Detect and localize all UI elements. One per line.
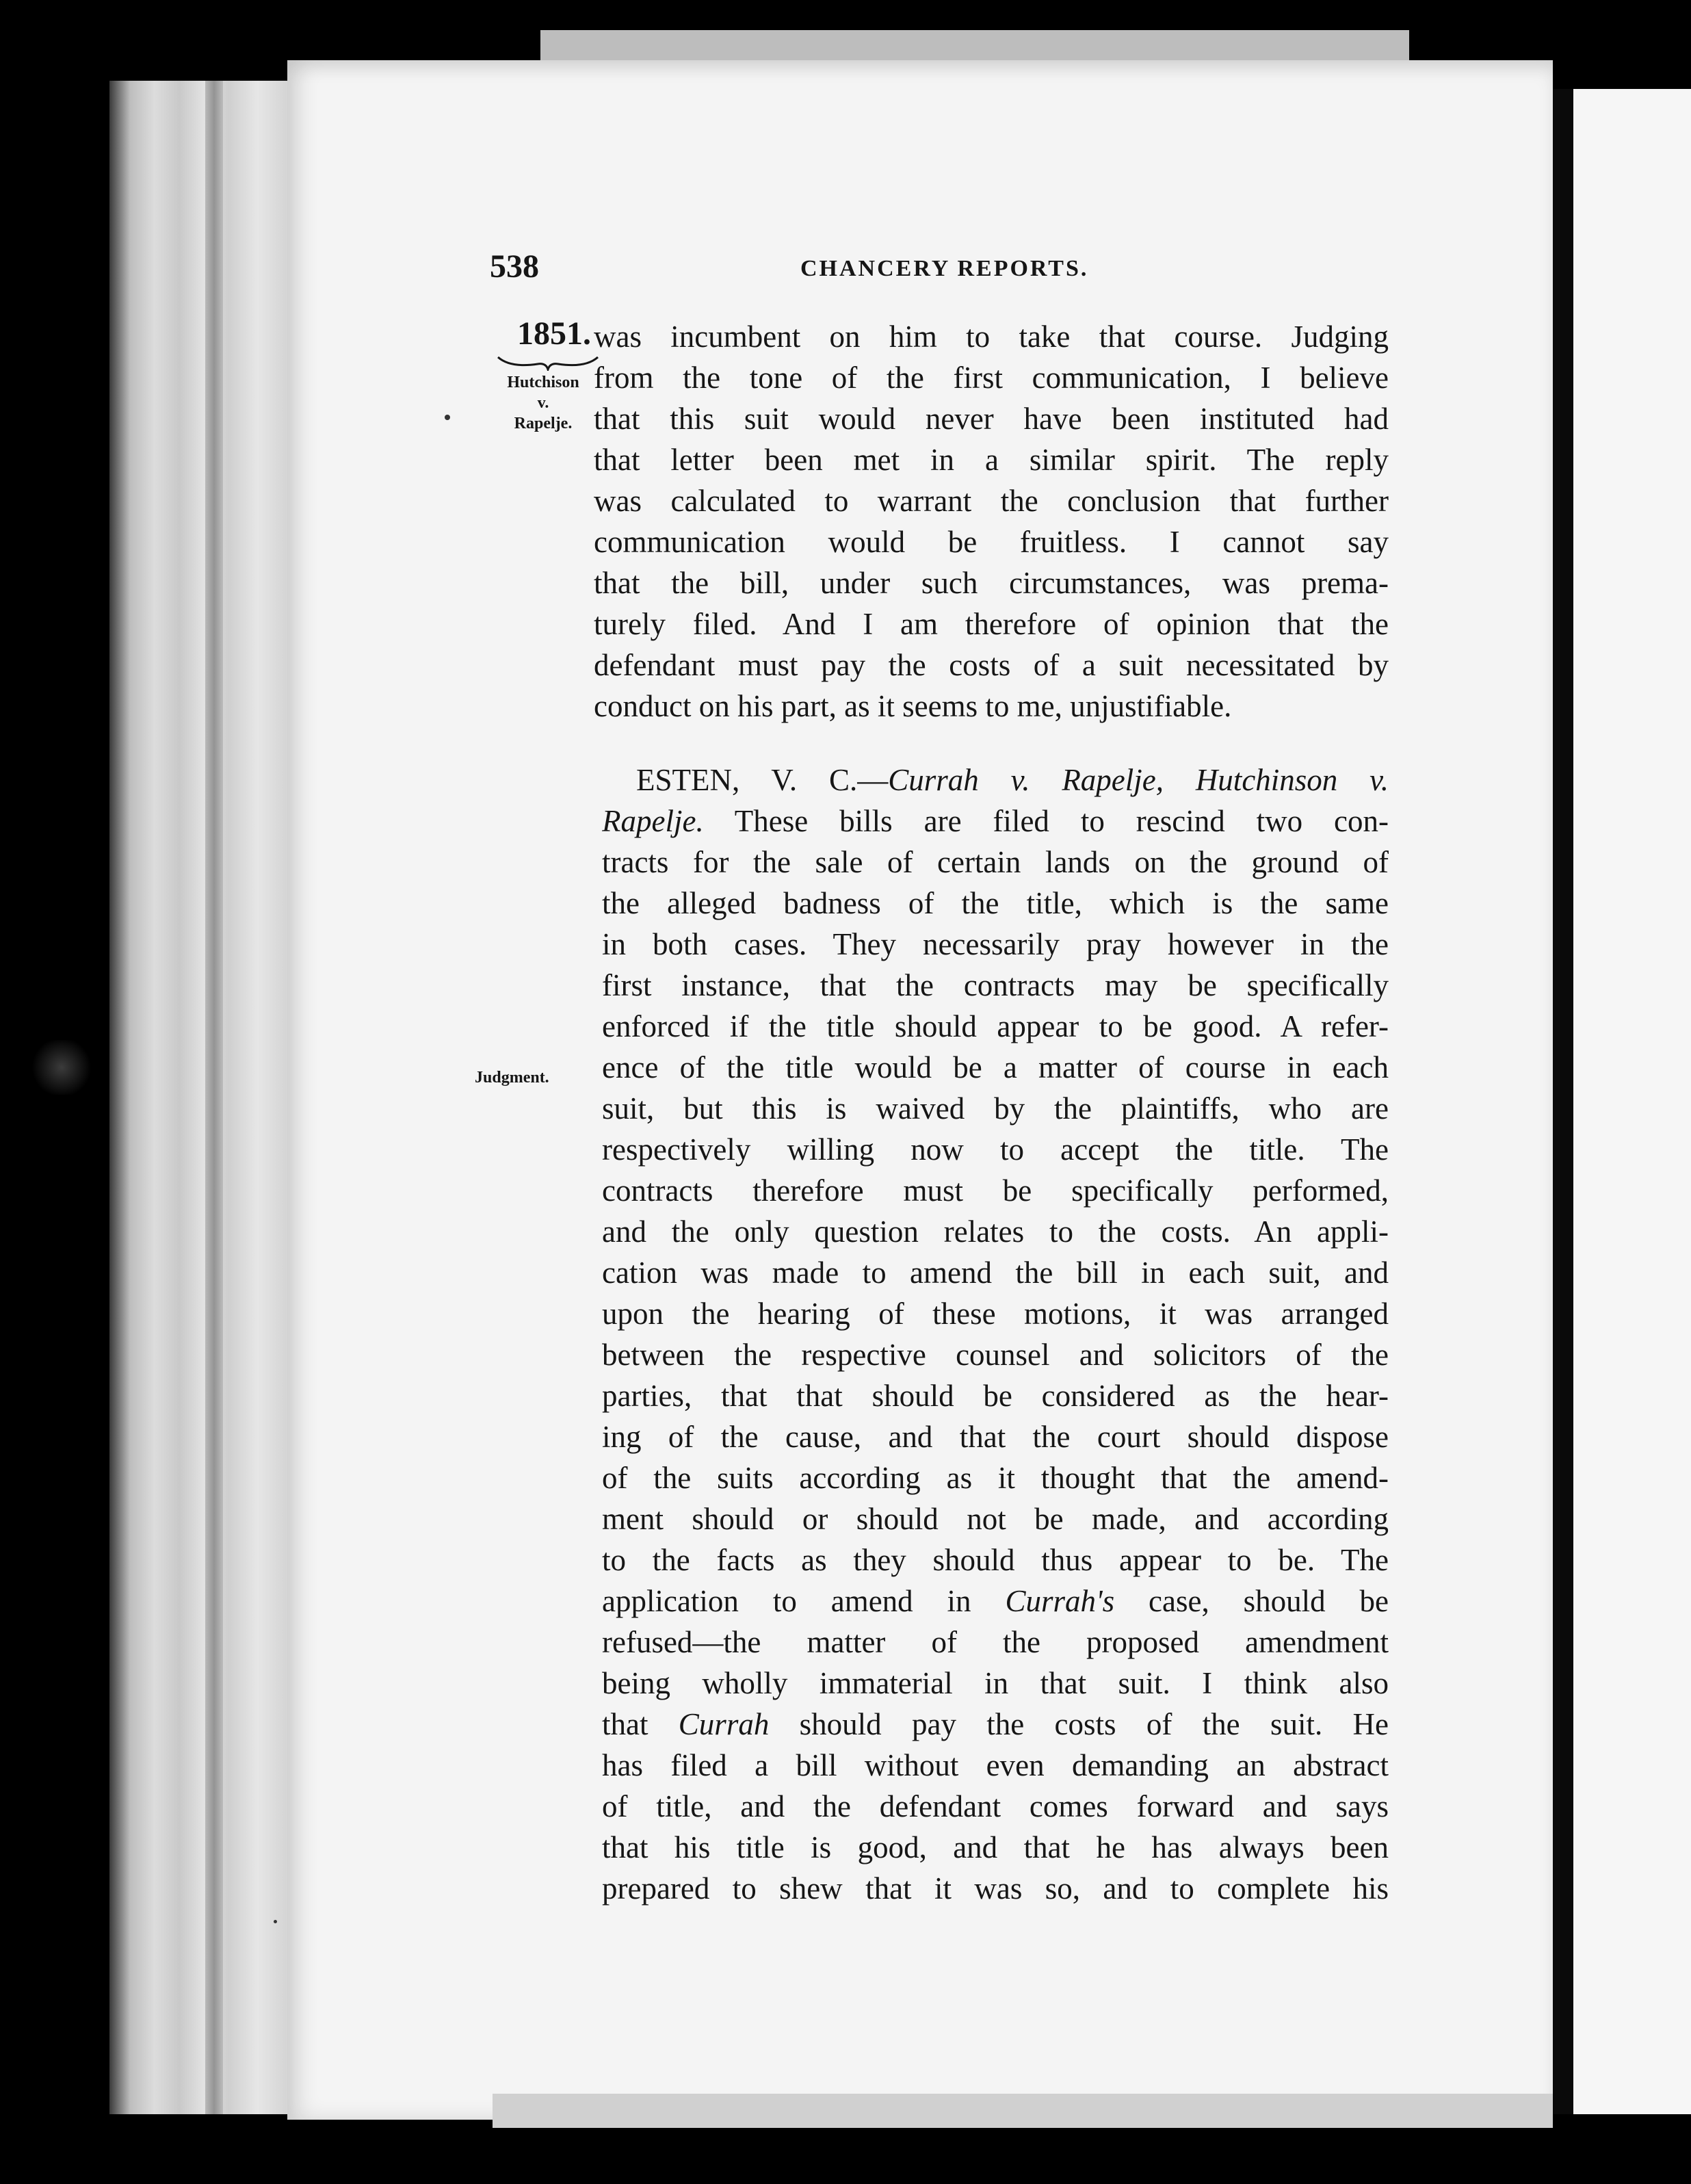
text-line (602, 801, 1389, 842)
gutter-gap (1553, 89, 1573, 2114)
text-line: communication would be fruitless. I cannot say (594, 525, 1389, 559)
text-line: refused—the matter of the proposed amendment (602, 1625, 1389, 1659)
text-line: of title, and the defendant comes forward and says (602, 1789, 1389, 1823)
case-name-italic: Currah's (1005, 1584, 1115, 1618)
margin-brace (497, 354, 599, 371)
running-header (490, 248, 1379, 296)
text-line: ing of the cause, and that the court should dispose (602, 1420, 1389, 1454)
margin-case-line: Rapelje. (514, 415, 573, 432)
text-span: that (602, 1707, 679, 1741)
text-line: parties, that that should be considered as the hear- (602, 1379, 1389, 1413)
scan-speck (445, 415, 450, 420)
text-line: first instance, that the contracts may be specifically (602, 968, 1389, 1002)
text-line: upon the hearing of these motions, it was arranged (602, 1297, 1389, 1331)
text-line (602, 1704, 1389, 1745)
text-line: defendant must pay the costs of a suit necessitated by (594, 648, 1389, 682)
text-line: was incumbent on him to take that course. Judging (594, 320, 1389, 354)
case-citation: Rapelje. (602, 804, 704, 838)
running-title: CHANCERY REPORTS. (800, 256, 1089, 281)
text-line: ence of the title would be a matter of course in each (602, 1050, 1389, 1084)
text-line: conduct on his part, as it seems to me, unjustifiable. (594, 689, 1232, 723)
text-line: that the bill, under such circumstances, was prema- (594, 566, 1389, 600)
margin-year: 1851. (517, 315, 591, 352)
text-line: turely filed. And I am therefore of opinion that the (594, 607, 1389, 641)
scan-artifact (21, 1040, 103, 1095)
text-line: tracts for the sale of certain lands on the ground of (602, 845, 1389, 879)
paragraph-2 (602, 759, 1389, 1909)
text-line (602, 1581, 1389, 1622)
book-edge-shadow (205, 81, 223, 2114)
text-line: that his title is good, and that he has always been (602, 1830, 1389, 1864)
text-line: from the tone of the first communication, I believe (594, 361, 1389, 395)
margin-case-line: v. (537, 394, 549, 412)
text-line: ment should or should not be made, and according (602, 1502, 1389, 1536)
text-line (602, 759, 1389, 801)
margin-case-name (488, 372, 598, 434)
text-line: the alleged badness of the title, which is the same (602, 886, 1389, 920)
text-span: These bills are filed to rescind two con- (703, 804, 1389, 838)
margin-case-line: Hutchison (507, 374, 579, 391)
text-line: has filed a bill without even demanding an abstract (602, 1748, 1389, 1782)
paragraph-1 (594, 316, 1389, 727)
text-line: between the respective counsel and solicitors of the (602, 1338, 1389, 1372)
page-top-strip (540, 30, 1409, 64)
text-line: cation was made to amend the bill in each suit, and (602, 1256, 1389, 1290)
text-span: application to amend in (602, 1584, 1006, 1618)
text-line: to the facts as they should thus appear to be. The (602, 1543, 1389, 1577)
text-span: should pay the costs of the suit. He (769, 1707, 1389, 1741)
scan-speck (274, 1920, 277, 1923)
text-span: case, should be (1114, 1584, 1389, 1618)
text-line: contracts therefore must be specifically performed, (602, 1173, 1389, 1208)
text-line: prepared to shew that it was so, and to complete his (602, 1871, 1389, 1906)
text-line: being wholly immaterial in that suit. I think also (602, 1666, 1389, 1700)
margin-judgment-label: Judgment. (475, 1069, 549, 1087)
text-line: and the only question relates to the costs. An appli- (602, 1214, 1389, 1249)
text-line: that this suit would never have been instituted had (594, 402, 1389, 436)
text-line: was calculated to warrant the conclusion that further (594, 484, 1389, 518)
case-citation: Currah v. Rapelje, Hutchinson v. (888, 763, 1389, 797)
page-number: 538 (490, 248, 539, 285)
judge-name: ESTEN, V. C.— (636, 763, 889, 797)
text-line: suit, but this is waived by the plaintiffs, who are (602, 1091, 1389, 1126)
facing-page-edge (1573, 89, 1691, 2114)
text-line: respectively willing now to accept the title. The (602, 1132, 1389, 1167)
text-line: of the suits according as it thought that the amend- (602, 1461, 1389, 1495)
page-bottom-edge (493, 2094, 1553, 2128)
text-line: that letter been met in a similar spirit. The reply (594, 443, 1389, 477)
case-name-italic: Currah (678, 1707, 770, 1741)
text-line: in both cases. They necessarily pray however in the (602, 927, 1389, 961)
text-line: enforced if the title should appear to be good. A refer- (602, 1009, 1389, 1043)
